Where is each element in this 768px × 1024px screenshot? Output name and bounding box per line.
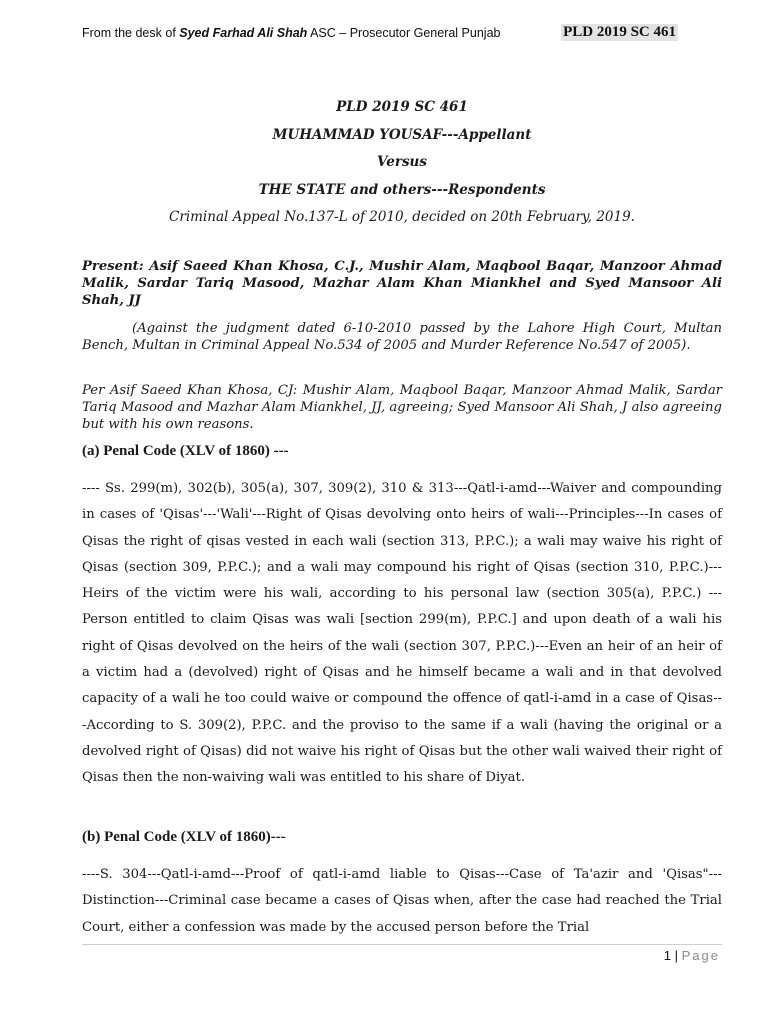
header-suffix: ASC – Prosecutor General Punjab: [307, 26, 501, 40]
title-appellant: MUHAMMAD YOUSAF---Appellant: [272, 126, 532, 143]
header-author: Syed Farhad Ali Shah: [179, 26, 308, 40]
section-b-heading: (b) Penal Code (XLV of 1860)---: [82, 829, 286, 845]
against-judgment: (Against the judgment dated 6-10-2010 passed by the Lahore High Court, Multan Bench, Multan in Criminal Appeal No.534 of 2005 and Murder Reference No.547 of 2005).: [82, 321, 722, 353]
page-separator: |: [671, 948, 682, 963]
running-header: [82, 26, 500, 40]
title-versus: Versus: [377, 154, 427, 170]
page-footer: [664, 948, 720, 963]
footer-divider: [82, 944, 722, 945]
page-word: Page: [681, 948, 720, 963]
title-respondents: THE STATE and others---Respondents: [258, 181, 546, 198]
section-a-body: ---- Ss. 299(m), 302(b), 305(a), 307, 309(2), 310 & 313---Qatl-i-amd---Waiver and compounding in cases of 'Qisas'---'Wali'---Right of Qisas devolving onto heirs of wali---Principles---In cases of Qisas the right of qisas vested in each wali (section 313, P.P.C.); a wali may waive his right of Qisas (section 309, P.P.C.); and a wali may compound his right of Qisas (section 310, P.P.C.)---Heirs of the victim were his wali, according to his personal law (section 305(a), P.P.C.) --- Person entitled to claim Qisas was wali [section 299(m), P.P.C.] and upon death of a wali his right of Qisas devolved on the heirs of the wali (section 307, P.P.C.)---Even an heir of an heir of a victim had a (devolved) right of Qisas and he himself became a wali and in that devolved capacity of a wali he too could waive or compound the offence of qatl-i-amd in a case of Qisas---According to S. 309(2), P.P.C. and the proviso to the same if a wali (having the original or a devolved right of Qisas) did not waive his right of Qisas but the other wali waived their right of Qisas then the non-waiving wali was entitled to his share of Diyat.: [82, 481, 722, 786]
section-a-heading: (a) Penal Code (XLV of 1860) ---: [82, 443, 289, 459]
section-b-body: ----S. 304---Qatl-i-amd---Proof of qatl-i-amd liable to Qisas---Case of Ta'azir and 'Qisas"---Distinction---Criminal case became a cases of Qisas when, after the case had reached the Trial Court, either a confession was made by the accused person before the Trial: [82, 867, 722, 935]
page-number: 1: [663, 948, 672, 963]
title-case-line: Criminal Appeal No.137-L of 2010, decided on 20th February, 2019.: [169, 209, 635, 225]
header-citation: PLD 2019 SC 461: [563, 24, 676, 40]
bench-present: Present: Asif Saeed Khan Khosa, C.J., Mushir Alam, Maqbool Baqar, Manzoor Ahmad Malik, Sardar Tariq Masood, Mazhar Alam Khan Miankhel and Syed Mansoor Ali Shah, JJ: [82, 259, 722, 308]
per-judges: Per Asif Saeed Khan Khosa, CJ: Mushir Alam, Maqbool Baqar, Manzoor Ahmad Malik, Sardar Tariq Masood and Mazhar Alam Miankhel, JJ, agreeing; Syed Mansoor Ali Shah, J also agreeing but with his own reasons.: [82, 383, 722, 432]
title-citation: PLD 2019 SC 461: [336, 99, 468, 115]
header-prefix: From the desk of: [82, 26, 180, 40]
case-title-block: [82, 94, 722, 232]
